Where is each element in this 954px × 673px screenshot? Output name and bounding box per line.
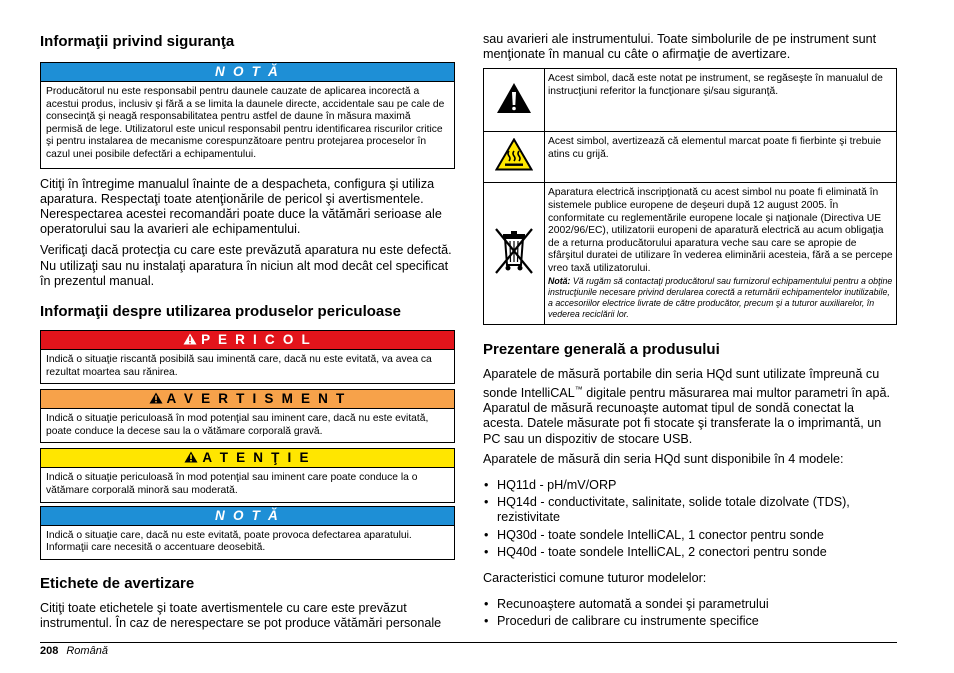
symbol-description: Acest simbol, avertizează că elementul marcat poate fi fierbinte şi trebuie atins cu grijă. [545, 132, 897, 183]
list-item: • HQ40d - toate sondele IntelliCAL, 2 conectori pentru sonde [483, 545, 897, 560]
symbol-row [484, 132, 897, 183]
protection-paragraph: Verificaţi dacă protecţia cu care este prevăzută aparatura nu este defectă. Nu utilizaţi sau nu instalaţi aparatura în niciun alt mod decât cel specificat în prezentul manual. [40, 243, 452, 288]
danger-box [40, 330, 455, 384]
note-box-text: Indică o situaţie care, dacă nu este evitată, poate provoca defectarea aparatului. Informaţii care necesită o accentuare deosebită. [46, 529, 412, 554]
symbol-row [484, 183, 897, 324]
warning-box-text: Indică o situaţie periculoasă în mod potenţial sau iminent care, dacă nu este evitată, poate conduce la decese sau la o vătămare corporală gravă. [46, 413, 429, 437]
warning-exclamation-icon [496, 82, 532, 114]
common-features-intro: Caracteristici comune tuturor modelelor: [483, 570, 707, 585]
weee-crossed-bin-icon [492, 225, 536, 277]
models-list [483, 478, 897, 560]
symbols-table [483, 68, 897, 324]
warning-labels-heading: Etichete de avertizare [40, 574, 195, 592]
weee-note-text: Vă rugăm să contactaţi producătorul sau furnizorul echipamentului pentru a obţine instrucţiunile necesare privind derularea corectă a returnării echipamentelor inutilizabile, a accesoriilor electrice livrate de către producător, precum şi a tuturor auxiliarelor, în vederea reciclării lor. [548, 275, 893, 319]
caution-box-text: Indică o situaţie periculoasă în mod potenţial sau iminent care poate conduce la o vătămare corporală minoră sau moderată. [46, 472, 418, 496]
left-column [40, 30, 455, 631]
overview-text-a: Aparatele de măsură portabile din seria HQd sunt utilizate împreună cu sonde IntelliCAL [483, 366, 880, 400]
caution-triangle-icon [184, 451, 198, 463]
footer-language: Română [66, 645, 108, 657]
note-box-header: N O T Ă [41, 507, 454, 526]
symbol-icon-cell [484, 132, 545, 183]
footer-divider [40, 642, 897, 643]
warning-triangle-icon [149, 392, 163, 404]
weee-description: Aparatura electrică inscripţionată cu acest simbol nu poate fi eliminată în sistemele publice europene de deşeuri după 12 august 2005. În conformitate cu reglementările europene locale şi naţionale (Directiva UE 2002/96/EC), utilizatorii europeni de aparatură electrică au acum obligaţia de a returna producătorului aparatura veche sau care se apropie de sfârşitul duratei de utilizare în vederea eliminării acesteia, fără a se percepe vreo taxă utilizatorului. [548, 187, 893, 274]
note-box-header: N O T Ă [41, 63, 454, 82]
list-item: • HQ30d - toate sondele IntelliCAL, 1 conector pentru sonde [483, 528, 897, 543]
danger-box-header [41, 331, 454, 350]
list-item: • HQ14d - conductivitate, salinitate, solide totale dizolvate (TDS), rezistivitate [483, 495, 897, 525]
warning-label: A V E R T I S M E N T [166, 391, 347, 407]
hot-surface-icon [495, 138, 533, 171]
hazard-info-heading: Informaţii despre utilizarea produselor periculoase [40, 302, 401, 320]
symbol-icon-cell [484, 69, 545, 132]
product-overview-heading: Prezentare generală a produsului [483, 340, 720, 358]
symbol-icon-cell [484, 183, 545, 324]
caution-label: A T E N Ţ I E [202, 450, 311, 466]
caution-box-header [41, 449, 454, 468]
list-item: • Proceduri de calibrare cu instrumente specifice [483, 614, 897, 629]
warning-labels-paragraph-continued: sau avarieri ale instrumentului. Toate simbolurile de pe instrument sunt menţionate în manual cu câte o afirmaţie de avertizare. [483, 32, 877, 62]
list-item: • Recunoaştere automată a sondei şi parametrului [483, 597, 897, 612]
right-column [483, 30, 897, 630]
symbol-description [545, 183, 897, 324]
features-list [483, 597, 897, 629]
danger-box-text: Indică o situaţie riscantă posibilă sau iminentă care, dacă nu este evitată, va avea ca rezultat moartea sau rănirea. [46, 353, 432, 378]
safety-heading: Informaţii privind siguranţa [40, 33, 235, 50]
trademark-symbol: ™ [574, 384, 583, 394]
weee-note [548, 276, 893, 320]
weee-note-label: Notă: [548, 275, 571, 286]
page-footer [40, 645, 108, 657]
product-overview-paragraph [483, 367, 897, 447]
note-box-text: Producătorul nu este responsabil pentru daunele cauzate de aplicarea incorectă a acestui produs, inclusiv şi fără a se limita la daunele directe, accidentale sau pe cale de consecinţă şi neagă responsabilitatea pentru astfel de daune în măsura maximă permisă de lege. Utilizatorul este unicul responsabil pentru identificarea riscurilor critice şi pentru instalarea de mecanisme corespunzătoare pentru protejarea proceselor în cazul unei posibile defectări a echipamentului. [46, 86, 445, 160]
danger-label: P E R I C O L [201, 331, 312, 347]
read-manual-paragraph: Citiţi în întregime manualul înainte de a despacheta, configura şi utiliza aparatura. Respectaţi toate atenţionările de pericol şi avertismentele. Nerespectarea acestei recomandări poate duce la vătămări serioase ale operatorului sau la avarieri ale echipamentului. [40, 176, 442, 237]
warning-box-header [41, 390, 454, 409]
symbol-description: Acest simbol, dacă este notat pe instrument, se regăseşte în manualul de instrucţiuni referitor la funcţionare şi/sau siguranţă. [545, 69, 897, 132]
warning-labels-paragraph: Citiţi toate etichetele şi toate avertismentele cu care este prevăzut instrumentul. În caz de nerespectare se pot produce vătămări personale [40, 600, 442, 630]
warning-box [40, 389, 455, 443]
note-box-damage [40, 506, 455, 560]
overview-text-b: digitale pentru măsurarea mai multor parametri în apă. Aparatul de măsură recunoaşte automat tipul de sondă conectat la acesta. Datele măsurate pot fi stocate şi transferate la o imprimantă, un PC sau un dispozitiv de stocare USB. [483, 385, 891, 446]
page-number: 208 [40, 645, 59, 657]
list-item: • HQ11d - pH/mV/ORP [483, 478, 897, 493]
danger-triangle-icon [183, 333, 197, 345]
caution-box [40, 448, 455, 502]
note-box-liability [40, 62, 455, 169]
models-intro: Aparatele de măsură din seria HQd sunt disponibile în 4 modele: [483, 451, 844, 466]
symbol-row [484, 69, 897, 132]
